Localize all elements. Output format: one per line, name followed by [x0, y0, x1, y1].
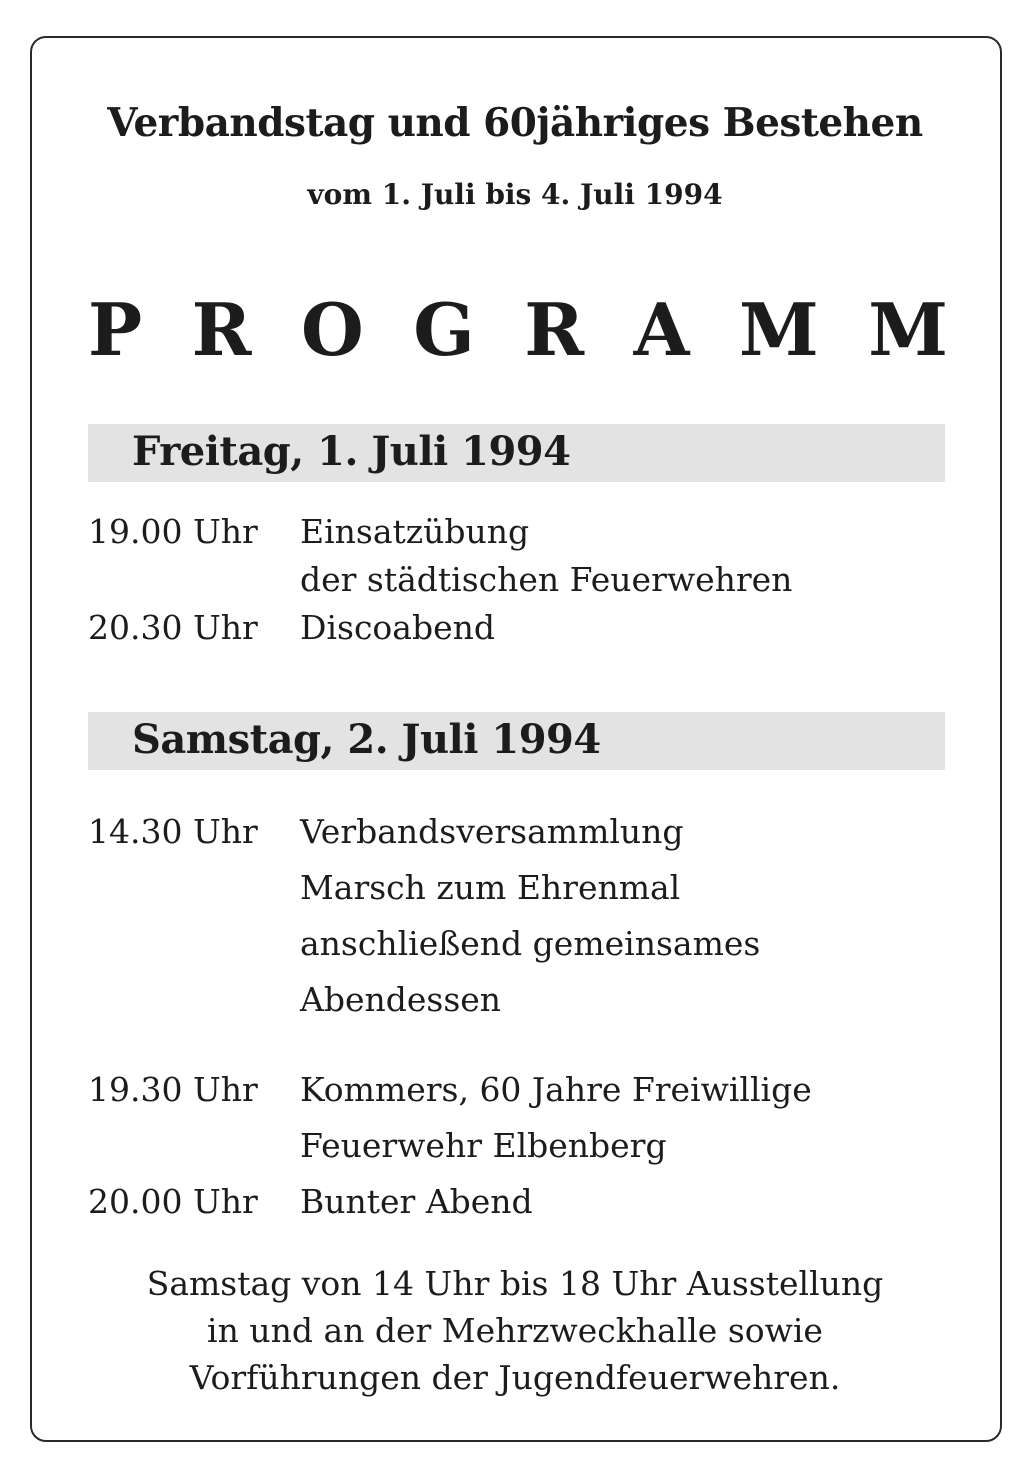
event-description: Feuerwehr Elbenberg [300, 1126, 667, 1165]
programm-letter: R [191, 287, 252, 372]
exhibition-note: Samstag von 14 Uhr bis 18 Uhr Ausstellung [146, 1264, 884, 1303]
programm-heading [88, 287, 948, 372]
programm-letter: A [633, 287, 690, 372]
programm-letter: R [524, 287, 585, 372]
event-time: 14.30 Uhr [88, 812, 258, 851]
programm-letter: P [88, 287, 143, 372]
event-dates: vom 1. Juli bis 4. Juli 1994 [307, 178, 723, 211]
event-description: Kommers, 60 Jahre Freiwillige [300, 1070, 812, 1109]
event-description: Einsatzübung [300, 512, 530, 551]
day-header-friday [88, 424, 945, 482]
day-heading: Samstag, 2. Juli 1994 [132, 716, 601, 763]
programm-letter: M [868, 287, 948, 372]
day-header-saturday [88, 712, 945, 770]
programm-letter: G [413, 287, 475, 372]
event-title: Verbandstag und 60jähriges Bestehen [107, 100, 923, 146]
exhibition-note: in und an der Mehrzweckhalle sowie [207, 1311, 823, 1350]
event-description: Abendessen [300, 980, 502, 1019]
event-time: 19.30 Uhr [88, 1070, 258, 1109]
event-description: Verbandsversammlung [300, 812, 684, 851]
event-description: der städtischen Feuerwehren [300, 560, 793, 599]
event-time: 20.30 Uhr [88, 608, 258, 647]
event-description: anschließend gemeinsames [300, 924, 761, 963]
event-description: Marsch zum Ehrenmal [300, 868, 681, 907]
event-description: Discoabend [300, 608, 496, 647]
programm-letter: M [739, 287, 819, 372]
day-heading: Freitag, 1. Juli 1994 [132, 428, 571, 475]
event-time: 19.00 Uhr [88, 512, 258, 551]
programm-letter: O [301, 287, 364, 372]
event-time: 20.00 Uhr [88, 1182, 258, 1221]
exhibition-note: Vorführungen der Jugendfeuerwehren. [189, 1358, 841, 1397]
event-description: Bunter Abend [300, 1182, 533, 1221]
